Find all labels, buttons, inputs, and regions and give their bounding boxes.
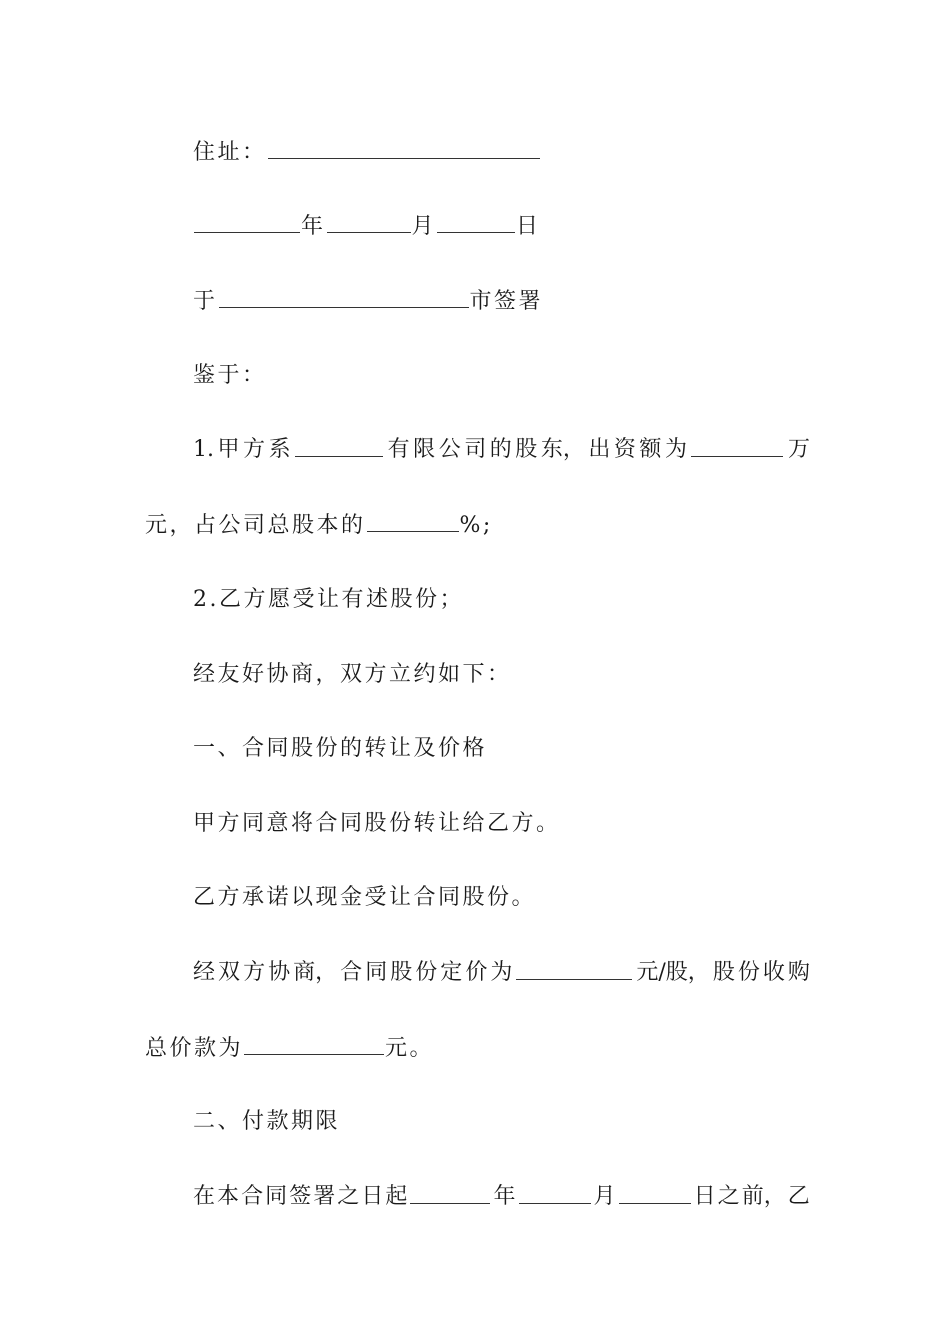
text-seg: 之	[717, 1184, 740, 1209]
text-seg: 限	[413, 437, 436, 462]
text-seg: 元/股，	[636, 960, 710, 985]
section-1-para-3-line-2	[145, 1028, 810, 1068]
month-label: 月	[411, 214, 437, 239]
address-line	[145, 132, 858, 172]
text-seg: 起	[385, 1184, 408, 1209]
text-seg: 1.	[193, 437, 214, 462]
text-seg: 乙方承诺以现金受让合同股份。	[193, 885, 537, 910]
text-seg: 东，	[540, 437, 585, 462]
text-seg: 日	[693, 1184, 716, 1209]
text-seg: 总价款为	[145, 1036, 244, 1061]
text-seg: 价	[465, 960, 488, 985]
text-seg: 股	[390, 960, 413, 985]
text-seg: 股	[515, 437, 538, 462]
negotiation-line	[145, 655, 858, 695]
clause-1-line-2	[145, 505, 810, 545]
text-seg: 前，	[741, 1184, 786, 1209]
text-seg: 乙	[787, 1184, 810, 1209]
text-seg: %;	[459, 513, 493, 538]
pay-day-blank	[619, 1177, 691, 1204]
text-seg: 定	[440, 960, 463, 985]
text-seg: 2.乙方愿受让有述股份；	[193, 587, 464, 612]
text-seg: 合	[241, 1184, 264, 1209]
text-seg: 的	[489, 437, 512, 462]
text-seg: 签	[289, 1184, 312, 1209]
text-seg: 甲方同意将合同股份转让给乙方。	[193, 811, 561, 836]
sign-city-line	[145, 281, 858, 321]
month-blank	[327, 206, 411, 233]
text-seg: 司	[464, 437, 487, 462]
text-seg: 元。	[385, 1036, 435, 1061]
text-seg: 股	[712, 960, 735, 985]
text-seg: 经友好协商，双方立约如下：	[193, 662, 512, 687]
pay-year-blank	[410, 1177, 490, 1204]
sign-prefix: 于	[193, 289, 218, 314]
text-seg: 同	[365, 960, 388, 985]
text-seg: 一、合同股份的转让及价格	[193, 736, 488, 761]
text-seg: 公	[438, 437, 461, 462]
day-label: 日	[516, 214, 541, 239]
sign-suffix: 市签署	[469, 289, 544, 314]
section-1-para-2	[145, 878, 858, 918]
total-price-blank	[244, 1028, 384, 1055]
text-seg: 本	[217, 1184, 240, 1209]
text-seg: 甲	[217, 437, 240, 462]
text-seg: 元，占公司总股本的	[145, 513, 366, 538]
text-seg: 二、付款期限	[193, 1109, 341, 1134]
text-seg: 收	[762, 960, 785, 985]
text-seg: 经	[193, 960, 216, 985]
year-label: 年	[301, 214, 326, 239]
whereas-heading	[145, 356, 858, 396]
text-seg: 系	[268, 437, 291, 462]
text-seg: 署	[313, 1184, 336, 1209]
text-seg: 额	[639, 437, 662, 462]
text-seg: 为	[664, 437, 687, 462]
whereas-text: 鉴于：	[193, 363, 267, 388]
text-seg: 方	[243, 437, 266, 462]
section-2-heading	[145, 1102, 858, 1142]
text-seg: 方	[243, 960, 266, 985]
text-seg: 双	[218, 960, 241, 985]
section-2-para-1	[145, 1177, 810, 1217]
day-blank	[437, 206, 515, 233]
date-line	[145, 206, 858, 246]
text-seg: 协	[268, 960, 291, 985]
address-blank	[268, 132, 540, 159]
year-blank	[194, 206, 300, 233]
text-seg: 万	[787, 437, 810, 462]
text-seg: 月	[593, 1184, 616, 1209]
clause-2	[145, 580, 858, 620]
capital-blank	[691, 430, 783, 457]
text-seg: 商，	[293, 960, 338, 985]
clause-1-line-1	[145, 430, 810, 470]
section-1-para-3-line-1	[145, 953, 810, 993]
price-per-share-blank	[516, 953, 632, 980]
text-seg: 年	[493, 1184, 516, 1209]
text-seg: 合	[340, 960, 363, 985]
company-blank	[295, 430, 383, 457]
text-seg: 资	[613, 437, 636, 462]
text-seg: 份	[737, 960, 760, 985]
text-seg: 之	[337, 1184, 360, 1209]
text-seg: 同	[265, 1184, 288, 1209]
city-blank	[219, 281, 469, 308]
text-seg: 日	[361, 1184, 384, 1209]
text-seg: 购	[787, 960, 810, 985]
text-seg: 出	[588, 437, 611, 462]
percent-blank	[367, 505, 459, 532]
text-seg: 有	[387, 437, 410, 462]
text-seg: 份	[415, 960, 438, 985]
section-1-heading	[145, 729, 858, 769]
section-1-para-1	[145, 804, 858, 844]
address-label: 住址：	[193, 140, 267, 165]
text-seg: 在	[193, 1184, 216, 1209]
text-seg: 为	[490, 960, 513, 985]
pay-month-blank	[519, 1177, 591, 1204]
